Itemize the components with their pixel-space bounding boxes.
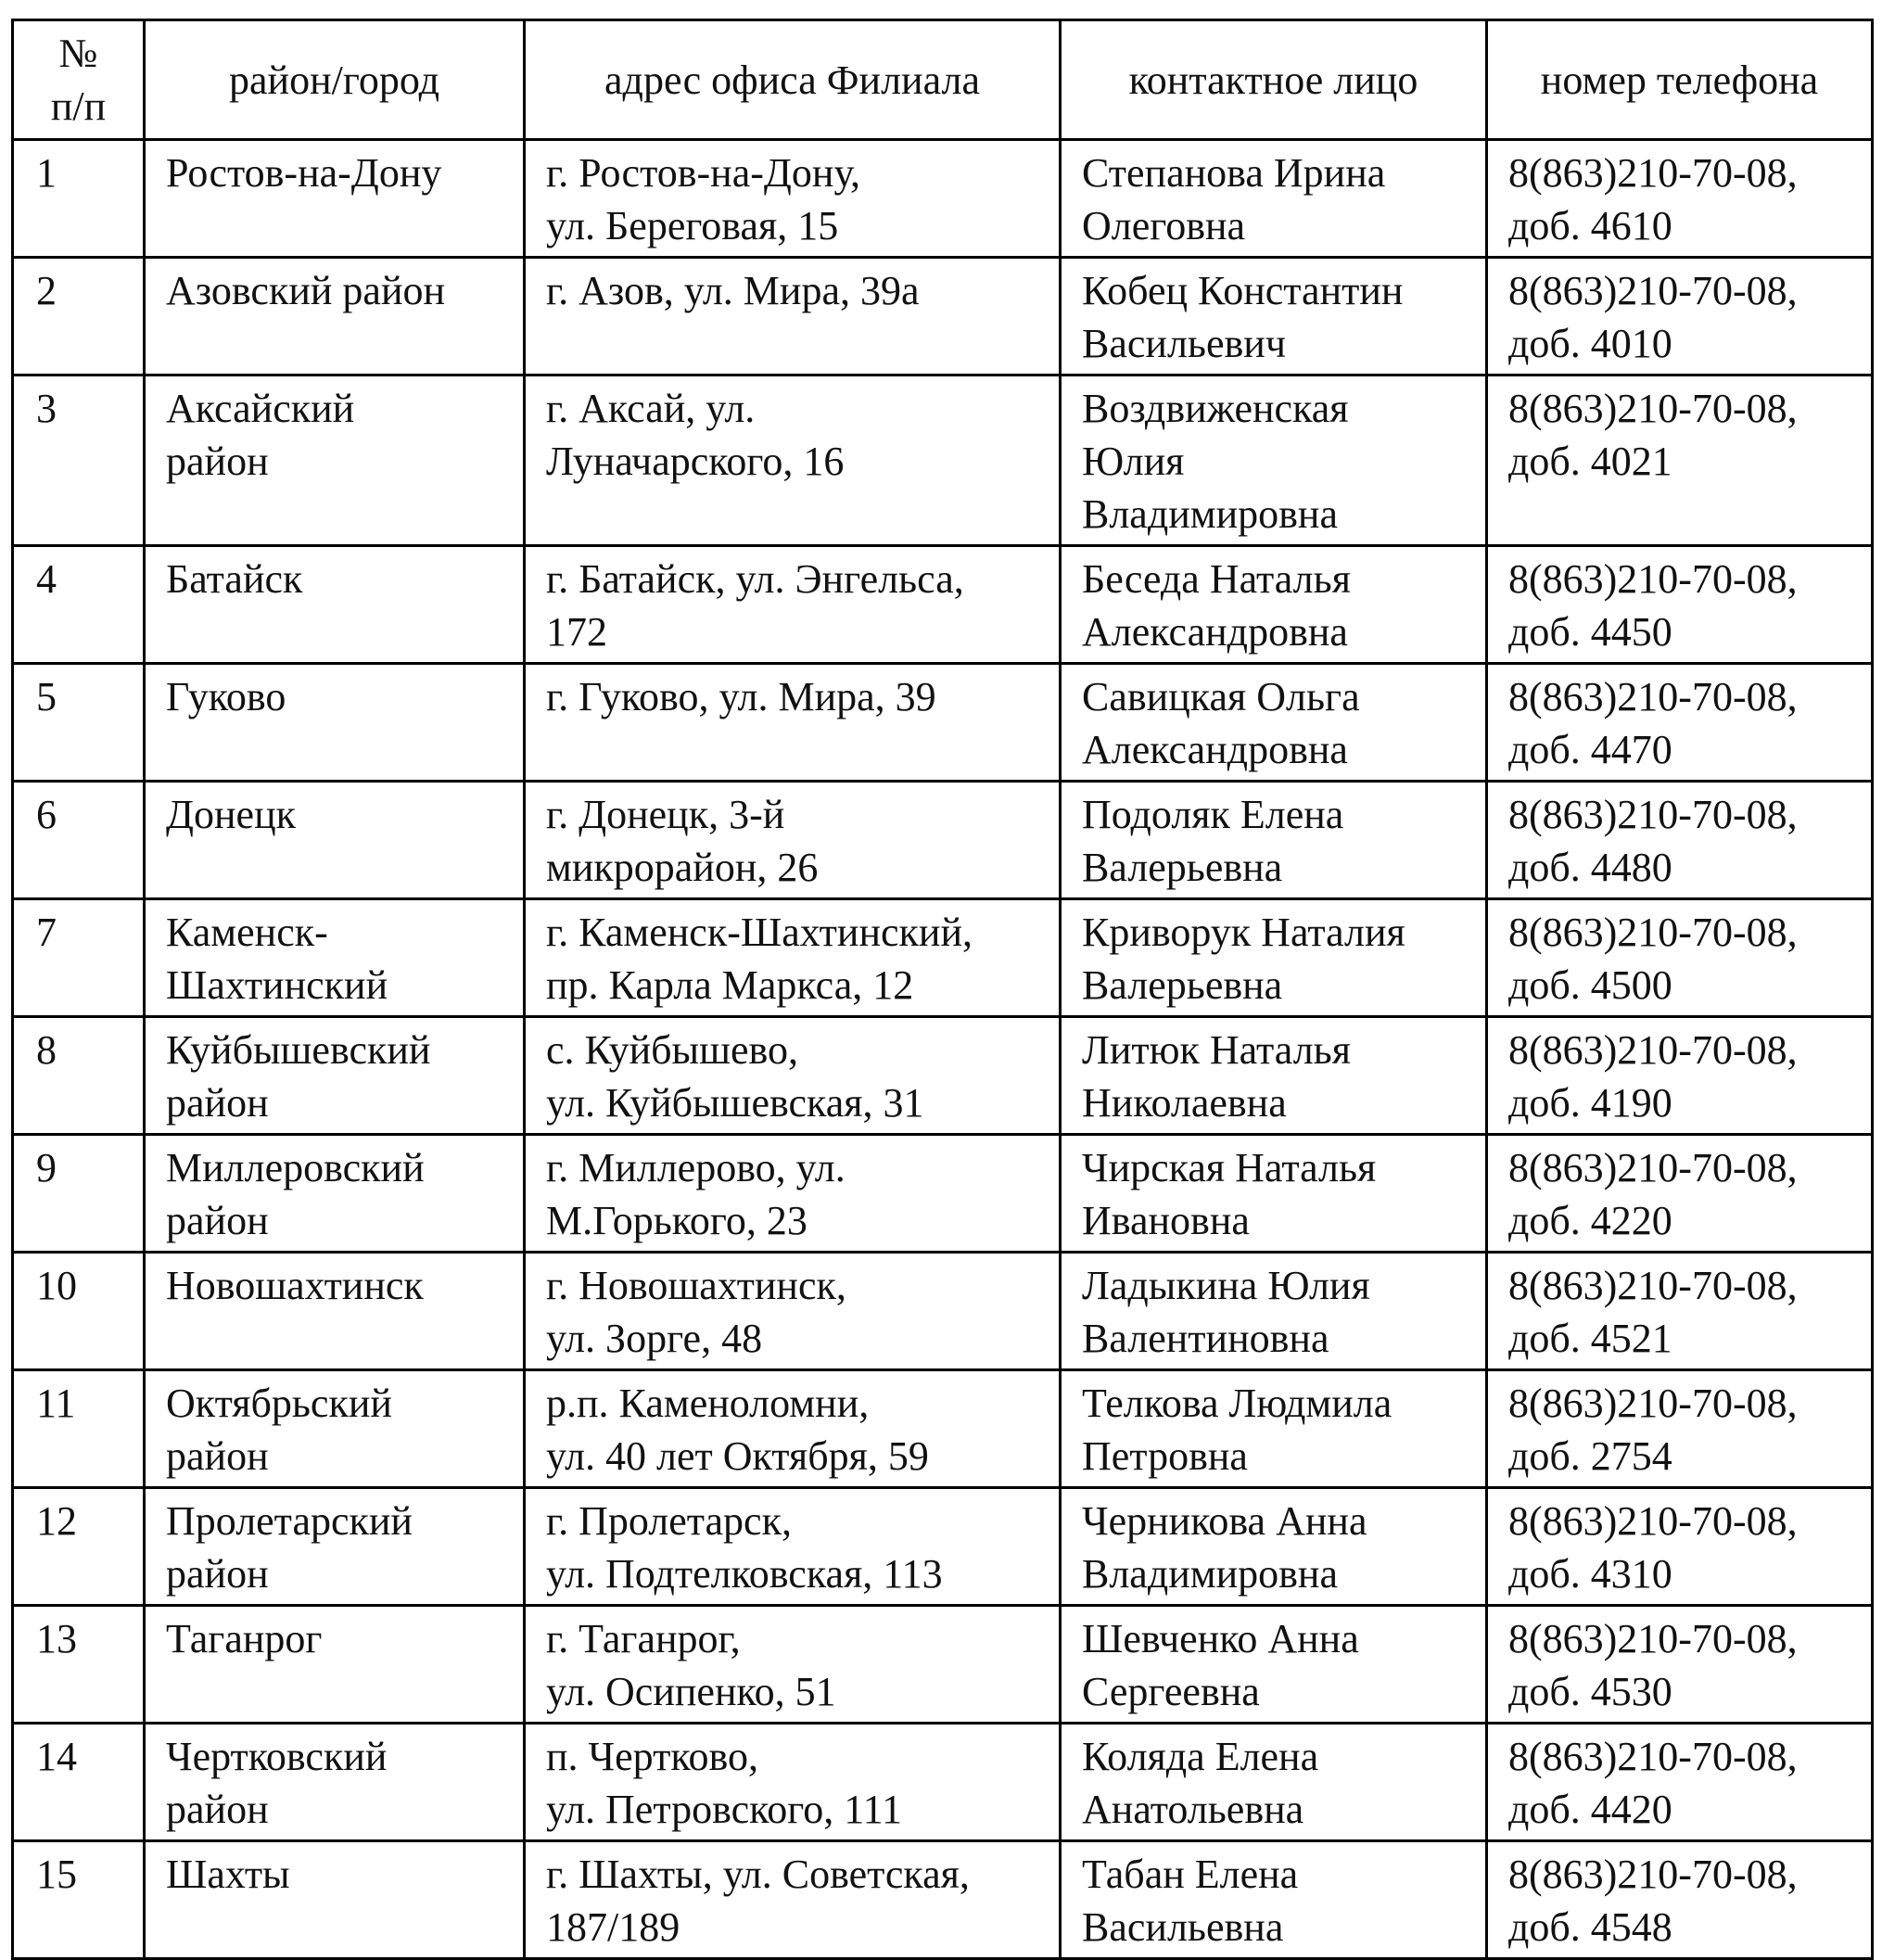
cell-contact bbox=[1061, 1253, 1487, 1370]
cell-phone-line: доб. 4420 bbox=[1508, 1787, 1672, 1832]
cell-address-line: ул. Осипенко, 51 bbox=[546, 1669, 836, 1714]
cell-number: 1 bbox=[13, 140, 145, 258]
cell-phone-line: доб. 4480 bbox=[1508, 845, 1672, 890]
cell-district-line: Донецк bbox=[166, 792, 297, 837]
cell-address bbox=[525, 782, 1061, 899]
cell-address-line: г. Азов, ул. Мира, 39а bbox=[546, 268, 920, 313]
cell-contact-line: Коляда Елена bbox=[1082, 1734, 1319, 1779]
table-row bbox=[13, 899, 1873, 1017]
cell-contact-line: Сергеевна bbox=[1082, 1669, 1260, 1714]
cell-phone-line: 8(863)210-70-08, bbox=[1508, 556, 1798, 602]
cell-phone bbox=[1487, 899, 1873, 1017]
cell-contact bbox=[1061, 1488, 1487, 1606]
header-phone: номер телефона bbox=[1487, 20, 1873, 140]
cell-address-line: г. Донецк, 3-й bbox=[546, 792, 785, 837]
cell-contact-line: Александровна bbox=[1082, 609, 1348, 655]
cell-address-line: р.п. Каменоломни, bbox=[546, 1381, 870, 1426]
cell-district-line: Аксайский bbox=[166, 386, 355, 431]
cell-contact-line: Анатольевна bbox=[1082, 1787, 1304, 1832]
cell-contact-line: Степанова Ирина bbox=[1082, 150, 1386, 196]
cell-phone-line: доб. 4021 bbox=[1508, 439, 1672, 484]
cell-contact-line: Литюк Наталья bbox=[1082, 1027, 1351, 1073]
cell-address-line: ул. Куйбышевская, 31 bbox=[546, 1080, 924, 1126]
cell-phone-line: доб. 4500 bbox=[1508, 962, 1672, 1008]
table-row bbox=[13, 1724, 1873, 1841]
cell-district-line: район bbox=[166, 1433, 269, 1479]
cell-district bbox=[145, 1370, 525, 1488]
cell-district bbox=[145, 258, 525, 375]
table-row bbox=[13, 1253, 1873, 1370]
cell-contact bbox=[1061, 1724, 1487, 1841]
cell-district bbox=[145, 1017, 525, 1135]
cell-phone-line: 8(863)210-70-08, bbox=[1508, 386, 1798, 431]
cell-number: 5 bbox=[13, 664, 145, 782]
cell-phone-line: доб. 4470 bbox=[1508, 727, 1672, 772]
cell-contact-line: Черникова Анна bbox=[1082, 1498, 1367, 1544]
cell-district bbox=[145, 664, 525, 782]
table-row bbox=[13, 1488, 1873, 1606]
cell-district-line: Ростов-на-Дону bbox=[166, 150, 442, 196]
cell-address-line: 172 bbox=[546, 609, 607, 655]
cell-address bbox=[525, 375, 1061, 546]
cell-address bbox=[525, 1253, 1061, 1370]
cell-number: 12 bbox=[13, 1488, 145, 1606]
table-body bbox=[13, 140, 1873, 1959]
cell-contact bbox=[1061, 546, 1487, 664]
cell-address-line: г. Миллерово, ул. bbox=[546, 1145, 846, 1190]
cell-contact-line: Табан Елена bbox=[1082, 1852, 1299, 1897]
cell-number: 11 bbox=[13, 1370, 145, 1488]
cell-district bbox=[145, 1724, 525, 1841]
header-contact: контактное лицо bbox=[1061, 20, 1487, 140]
header-address: адрес офиса Филиала bbox=[525, 20, 1061, 140]
table-row bbox=[13, 375, 1873, 546]
cell-address bbox=[525, 1724, 1061, 1841]
cell-contact-line: Юлия bbox=[1082, 439, 1185, 484]
cell-phone-line: доб. 4610 bbox=[1508, 203, 1672, 248]
cell-contact-line: Васильевна bbox=[1082, 1904, 1284, 1950]
table-row bbox=[13, 1017, 1873, 1135]
cell-contact-line: Владимировна bbox=[1082, 491, 1339, 537]
cell-contact-line: Петровна bbox=[1082, 1433, 1248, 1479]
cell-district bbox=[145, 140, 525, 258]
cell-contact bbox=[1061, 1841, 1487, 1959]
cell-district-line: Куйбышевский bbox=[166, 1027, 431, 1073]
cell-address-line: г. Пролетарск, bbox=[546, 1498, 792, 1544]
cell-address-line: г. Батайск, ул. Энгельса, bbox=[546, 556, 964, 602]
cell-district-line: Октябрьский bbox=[166, 1381, 392, 1426]
cell-number: 13 bbox=[13, 1606, 145, 1724]
cell-district-line: Таганрог bbox=[166, 1616, 323, 1661]
cell-phone-line: 8(863)210-70-08, bbox=[1508, 1263, 1798, 1308]
cell-district-line: Чертковский bbox=[166, 1734, 388, 1779]
cell-contact-line: Олеговна bbox=[1082, 203, 1246, 248]
cell-address bbox=[525, 258, 1061, 375]
cell-address-line: ул. Подтелковская, 113 bbox=[546, 1551, 943, 1597]
cell-address-line: г. Таганрог, bbox=[546, 1616, 741, 1661]
cell-phone bbox=[1487, 782, 1873, 899]
cell-district-line: Гуково bbox=[166, 674, 286, 719]
header-number-symbol: № bbox=[58, 31, 98, 76]
header-number-label: п/п bbox=[50, 83, 107, 129]
cell-phone bbox=[1487, 1724, 1873, 1841]
cell-contact-line: Криворук Наталия bbox=[1082, 910, 1405, 955]
table-row bbox=[13, 1841, 1873, 1959]
cell-number: 15 bbox=[13, 1841, 145, 1959]
cell-address bbox=[525, 664, 1061, 782]
cell-phone bbox=[1487, 1606, 1873, 1724]
cell-address-line: г. Аксай, ул. bbox=[546, 386, 756, 431]
cell-address-line: с. Куйбышево, bbox=[546, 1027, 798, 1073]
cell-number: 2 bbox=[13, 258, 145, 375]
cell-district bbox=[145, 546, 525, 664]
cell-address bbox=[525, 1841, 1061, 1959]
cell-district bbox=[145, 1606, 525, 1724]
cell-number: 4 bbox=[13, 546, 145, 664]
cell-phone-line: 8(863)210-70-08, bbox=[1508, 792, 1798, 837]
table-row bbox=[13, 1606, 1873, 1724]
cell-phone-line: доб. 4521 bbox=[1508, 1316, 1672, 1361]
cell-contact-line: Николаевна bbox=[1082, 1080, 1287, 1126]
cell-phone-line: доб. 4220 bbox=[1508, 1198, 1672, 1243]
cell-contact-line: Беседа Наталья bbox=[1082, 556, 1351, 602]
cell-address-line: ул. Петровского, 111 bbox=[546, 1787, 902, 1832]
cell-contact-line: Валерьевна bbox=[1082, 845, 1283, 890]
cell-district-line: Батайск bbox=[166, 556, 303, 602]
cell-contact bbox=[1061, 899, 1487, 1017]
cell-district bbox=[145, 782, 525, 899]
cell-contact-line: Александровна bbox=[1082, 727, 1348, 772]
cell-phone-line: 8(863)210-70-08, bbox=[1508, 910, 1798, 955]
cell-contact-line: Савицкая Ольга bbox=[1082, 674, 1360, 719]
cell-number: 7 bbox=[13, 899, 145, 1017]
cell-phone-line: 8(863)210-70-08, bbox=[1508, 674, 1798, 719]
cell-phone-line: доб. 2754 bbox=[1508, 1433, 1672, 1479]
cell-district-line: район bbox=[166, 1198, 269, 1243]
cell-phone bbox=[1487, 546, 1873, 664]
table-row bbox=[13, 1135, 1873, 1253]
cell-phone-line: 8(863)210-70-08, bbox=[1508, 1145, 1798, 1190]
cell-phone-line: 8(863)210-70-08, bbox=[1508, 268, 1798, 313]
cell-address bbox=[525, 899, 1061, 1017]
cell-district bbox=[145, 899, 525, 1017]
cell-phone bbox=[1487, 1253, 1873, 1370]
cell-phone-line: 8(863)210-70-08, bbox=[1508, 1027, 1798, 1073]
cell-address-line: г. Ростов-на-Дону, bbox=[546, 150, 861, 196]
cell-district-line: Миллеровский bbox=[166, 1145, 425, 1190]
cell-contact-line: Шевченко Анна bbox=[1082, 1616, 1359, 1661]
cell-phone-line: 8(863)210-70-08, bbox=[1508, 1852, 1798, 1897]
cell-contact bbox=[1061, 664, 1487, 782]
table-row bbox=[13, 664, 1873, 782]
cell-contact-line: Кобец Константин bbox=[1082, 268, 1404, 313]
cell-district bbox=[145, 1841, 525, 1959]
branch-offices-table bbox=[11, 19, 1874, 1960]
cell-phone bbox=[1487, 140, 1873, 258]
cell-contact bbox=[1061, 1017, 1487, 1135]
cell-contact-line: Воздвиженская bbox=[1082, 386, 1349, 431]
cell-address-line: ул. Береговая, 15 bbox=[546, 203, 839, 248]
cell-number: 10 bbox=[13, 1253, 145, 1370]
table-row bbox=[13, 782, 1873, 899]
cell-contact bbox=[1061, 1606, 1487, 1724]
cell-address bbox=[525, 1370, 1061, 1488]
cell-contact-line: Валерьевна bbox=[1082, 962, 1283, 1008]
cell-district bbox=[145, 1253, 525, 1370]
cell-phone bbox=[1487, 375, 1873, 546]
cell-address bbox=[525, 546, 1061, 664]
cell-contact-line: Владимировна bbox=[1082, 1551, 1339, 1597]
cell-district bbox=[145, 375, 525, 546]
cell-phone-line: доб. 4190 bbox=[1508, 1080, 1672, 1126]
cell-address bbox=[525, 1135, 1061, 1253]
cell-phone bbox=[1487, 1135, 1873, 1253]
cell-address bbox=[525, 140, 1061, 258]
cell-contact-line: Подоляк Елена bbox=[1082, 792, 1344, 837]
cell-phone bbox=[1487, 1370, 1873, 1488]
cell-contact bbox=[1061, 782, 1487, 899]
cell-district-line: Шахты bbox=[166, 1852, 290, 1897]
cell-address-line: Луначарского, 16 bbox=[546, 439, 845, 484]
cell-phone bbox=[1487, 1488, 1873, 1606]
cell-phone-line: 8(863)210-70-08, bbox=[1508, 150, 1798, 196]
cell-district bbox=[145, 1488, 525, 1606]
cell-contact-line: Васильевич bbox=[1082, 321, 1286, 366]
table-row bbox=[13, 1370, 1873, 1488]
cell-contact bbox=[1061, 375, 1487, 546]
table-header-row bbox=[13, 20, 1873, 140]
cell-address-line: г. Гуково, ул. Мира, 39 bbox=[546, 674, 936, 719]
table-row bbox=[13, 546, 1873, 664]
cell-address-line: г. Новошахтинск, bbox=[546, 1263, 846, 1308]
cell-district-line: Каменск- bbox=[166, 910, 328, 955]
cell-district-line: Азовский район bbox=[166, 268, 446, 313]
cell-contact-line: Телкова Людмила bbox=[1082, 1381, 1392, 1426]
cell-address-line: ул. 40 лет Октября, 59 bbox=[546, 1433, 929, 1479]
cell-phone-line: доб. 4450 bbox=[1508, 609, 1672, 655]
cell-contact bbox=[1061, 1370, 1487, 1488]
cell-district-line: Пролетарский bbox=[166, 1498, 413, 1544]
cell-address-line: пр. Карла Маркса, 12 bbox=[546, 962, 914, 1008]
cell-contact-line: Ивановна bbox=[1082, 1198, 1250, 1243]
cell-address-line: г. Шахты, ул. Советская, bbox=[546, 1852, 970, 1897]
cell-number: 8 bbox=[13, 1017, 145, 1135]
cell-district-line: Шахтинский bbox=[166, 962, 388, 1008]
cell-contact-line: Валентиновна bbox=[1082, 1316, 1329, 1361]
table-row bbox=[13, 258, 1873, 375]
cell-phone-line: 8(863)210-70-08, bbox=[1508, 1381, 1798, 1426]
cell-number: 6 bbox=[13, 782, 145, 899]
cell-phone-line: 8(863)210-70-08, bbox=[1508, 1616, 1798, 1661]
cell-contact bbox=[1061, 258, 1487, 375]
cell-address-line: микрорайон, 26 bbox=[546, 845, 819, 890]
cell-address-line: М.Горького, 23 bbox=[546, 1198, 807, 1243]
cell-district-line: Новошахтинск bbox=[166, 1263, 424, 1308]
cell-number: 14 bbox=[13, 1724, 145, 1841]
cell-district-line: район bbox=[166, 1080, 269, 1126]
cell-district-line: район bbox=[166, 439, 269, 484]
cell-phone-line: доб. 4530 bbox=[1508, 1669, 1672, 1714]
cell-district-line: район bbox=[166, 1551, 269, 1597]
cell-phone bbox=[1487, 258, 1873, 375]
cell-address bbox=[525, 1606, 1061, 1724]
cell-phone-line: доб. 4548 bbox=[1508, 1904, 1672, 1950]
cell-contact bbox=[1061, 140, 1487, 258]
cell-address bbox=[525, 1488, 1061, 1606]
cell-district bbox=[145, 1135, 525, 1253]
cell-address-line: 187/189 bbox=[546, 1904, 680, 1950]
cell-phone bbox=[1487, 1841, 1873, 1959]
cell-phone-line: доб. 4310 bbox=[1508, 1551, 1672, 1597]
cell-number: 3 bbox=[13, 375, 145, 546]
cell-address-line: п. Чертково, bbox=[546, 1734, 758, 1779]
cell-contact-line: Чирская Наталья bbox=[1082, 1145, 1377, 1190]
cell-address bbox=[525, 1017, 1061, 1135]
cell-address-line: г. Каменск-Шахтинский, bbox=[546, 910, 973, 955]
cell-phone bbox=[1487, 1017, 1873, 1135]
cell-phone bbox=[1487, 664, 1873, 782]
cell-phone-line: 8(863)210-70-08, bbox=[1508, 1734, 1798, 1779]
header-number bbox=[13, 20, 145, 140]
cell-phone-line: 8(863)210-70-08, bbox=[1508, 1498, 1798, 1544]
cell-district-line: район bbox=[166, 1787, 269, 1832]
cell-contact-line: Ладыкина Юлия bbox=[1082, 1263, 1370, 1308]
header-district: район/город bbox=[145, 20, 525, 140]
cell-contact bbox=[1061, 1135, 1487, 1253]
cell-phone-line: доб. 4010 bbox=[1508, 321, 1672, 366]
cell-number: 9 bbox=[13, 1135, 145, 1253]
cell-address-line: ул. Зорге, 48 bbox=[546, 1316, 763, 1361]
table-row bbox=[13, 140, 1873, 258]
